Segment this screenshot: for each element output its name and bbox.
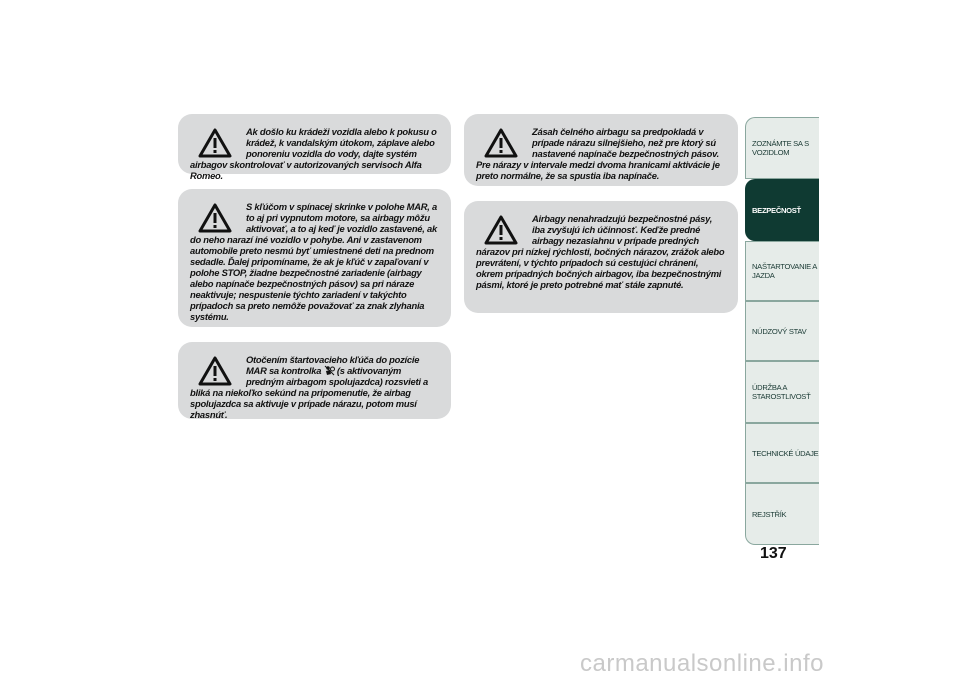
warning-box-key-mar [178,189,451,327]
warning-triangle-icon [484,215,518,245]
tab-nastartovanie[interactable] [745,241,819,301]
tab-label: REJSTŘÍK [752,509,787,519]
warning-triangle-icon [198,356,232,386]
tab-label: TECHNICKÉ ÚDAJE [752,448,819,458]
tab-label: ZOZNÁMTE SA S VOZIDLOM [752,139,809,157]
watermark: carmanualsonline.info [580,650,824,677]
tab-label: NAŠTARTOVANIE A JAZDA [752,262,817,280]
tab-rejstrik[interactable] [745,483,819,545]
tab-technicke-udaje[interactable] [745,423,819,483]
warning-box-frontal-airbag [464,114,738,186]
warning-box-theft [178,114,451,181]
tab-label: ÚDRŽBA A STAROSTLIVOSŤ [752,383,811,401]
warning-triangle-icon [198,128,232,158]
warning-text: Airbagy nenahradzujú bezpečnostné pásy, iba zvyšujú ich účinnosť. Keďže predné airbagy nezasiahnu v prípade predných nárazov pri nízkej rýchlosti, bočných nárazov, zrážok alebo prevrátení, v týchto prípadoch sú cestujúci chránení, okrem prípadných bočných airbagov, iba bezpečnostnými pásmi, ktoré je preto potrebné mať stále zapnuté. [476,213,725,290]
tab-zoznamte-sa[interactable] [745,117,819,179]
warning-box-seatbelts [464,201,738,313]
airbag-indicator-icon [324,365,335,376]
warning-text: Ak došlo ku krádeži vozidla alebo k pokusu o krádež, k vandalským útokom, záplave alebo ponoreniu vozidla do vody, dajte systém airbagov skontrolovať v autorizovaných servisoch Alfa Romeo. [190,126,437,181]
page-number: 137 [760,545,787,562]
tab-label: BEZPEČNOSŤ [752,205,801,215]
tab-bezpecnost[interactable] [745,179,819,241]
warning-triangle-icon [484,128,518,158]
warning-text-before: Otočením štartovacieho kľúča do pozície MAR sa kontrolka [246,354,420,376]
tab-udrzba[interactable] [745,361,819,423]
warning-text: S kľúčom v spínacej skrinke v polohe MAR, a to aj pri vypnutom motore, sa airbagy môžu aktivovať, a to aj keď je vozidlo zastavené, ak do neho narazí iné vozidlo v pohybe. Ani v zastavenom automobile preto nesmú byť umiestnené deti na prednom sedadle. Ďalej pripomíname, že ak je kľúč v zapaľovaní v polohe STOP, žiadne bezpečnostné zariadenie (airbagy alebo napínače bezpečnostných pásov) sa pri náraze neaktivuje; nespustenie týchto zariadení v takýchto prípadoch sa preto nemôže považovať za znak zlyhania systému. [190,201,437,322]
tab-label: NÚDZOVÝ STAV [752,326,807,336]
warning-triangle-icon [198,203,232,233]
warning-box-indicator [178,342,451,419]
warning-text-after: (s aktivovaným predným airbagom spolujazdca) rozsvieti a bliká na niekoľko sekúnd na pripomenutie, že airbag spolujazdca sa aktivuje v prípade nárazu, potom musí zhasnúť. [190,365,428,420]
warning-text: Zásah čelného airbagu sa predpokladá v prípade nárazu silnejšieho, než pre ktorý sú nastavené napínače bezpečnostných pásov. Pre nárazy v intervale medzi dvoma hranicami aktivácie je preto normálne, že sa spustia iba napínače. [476,126,720,181]
tab-nudzovy-stav[interactable] [745,301,819,361]
